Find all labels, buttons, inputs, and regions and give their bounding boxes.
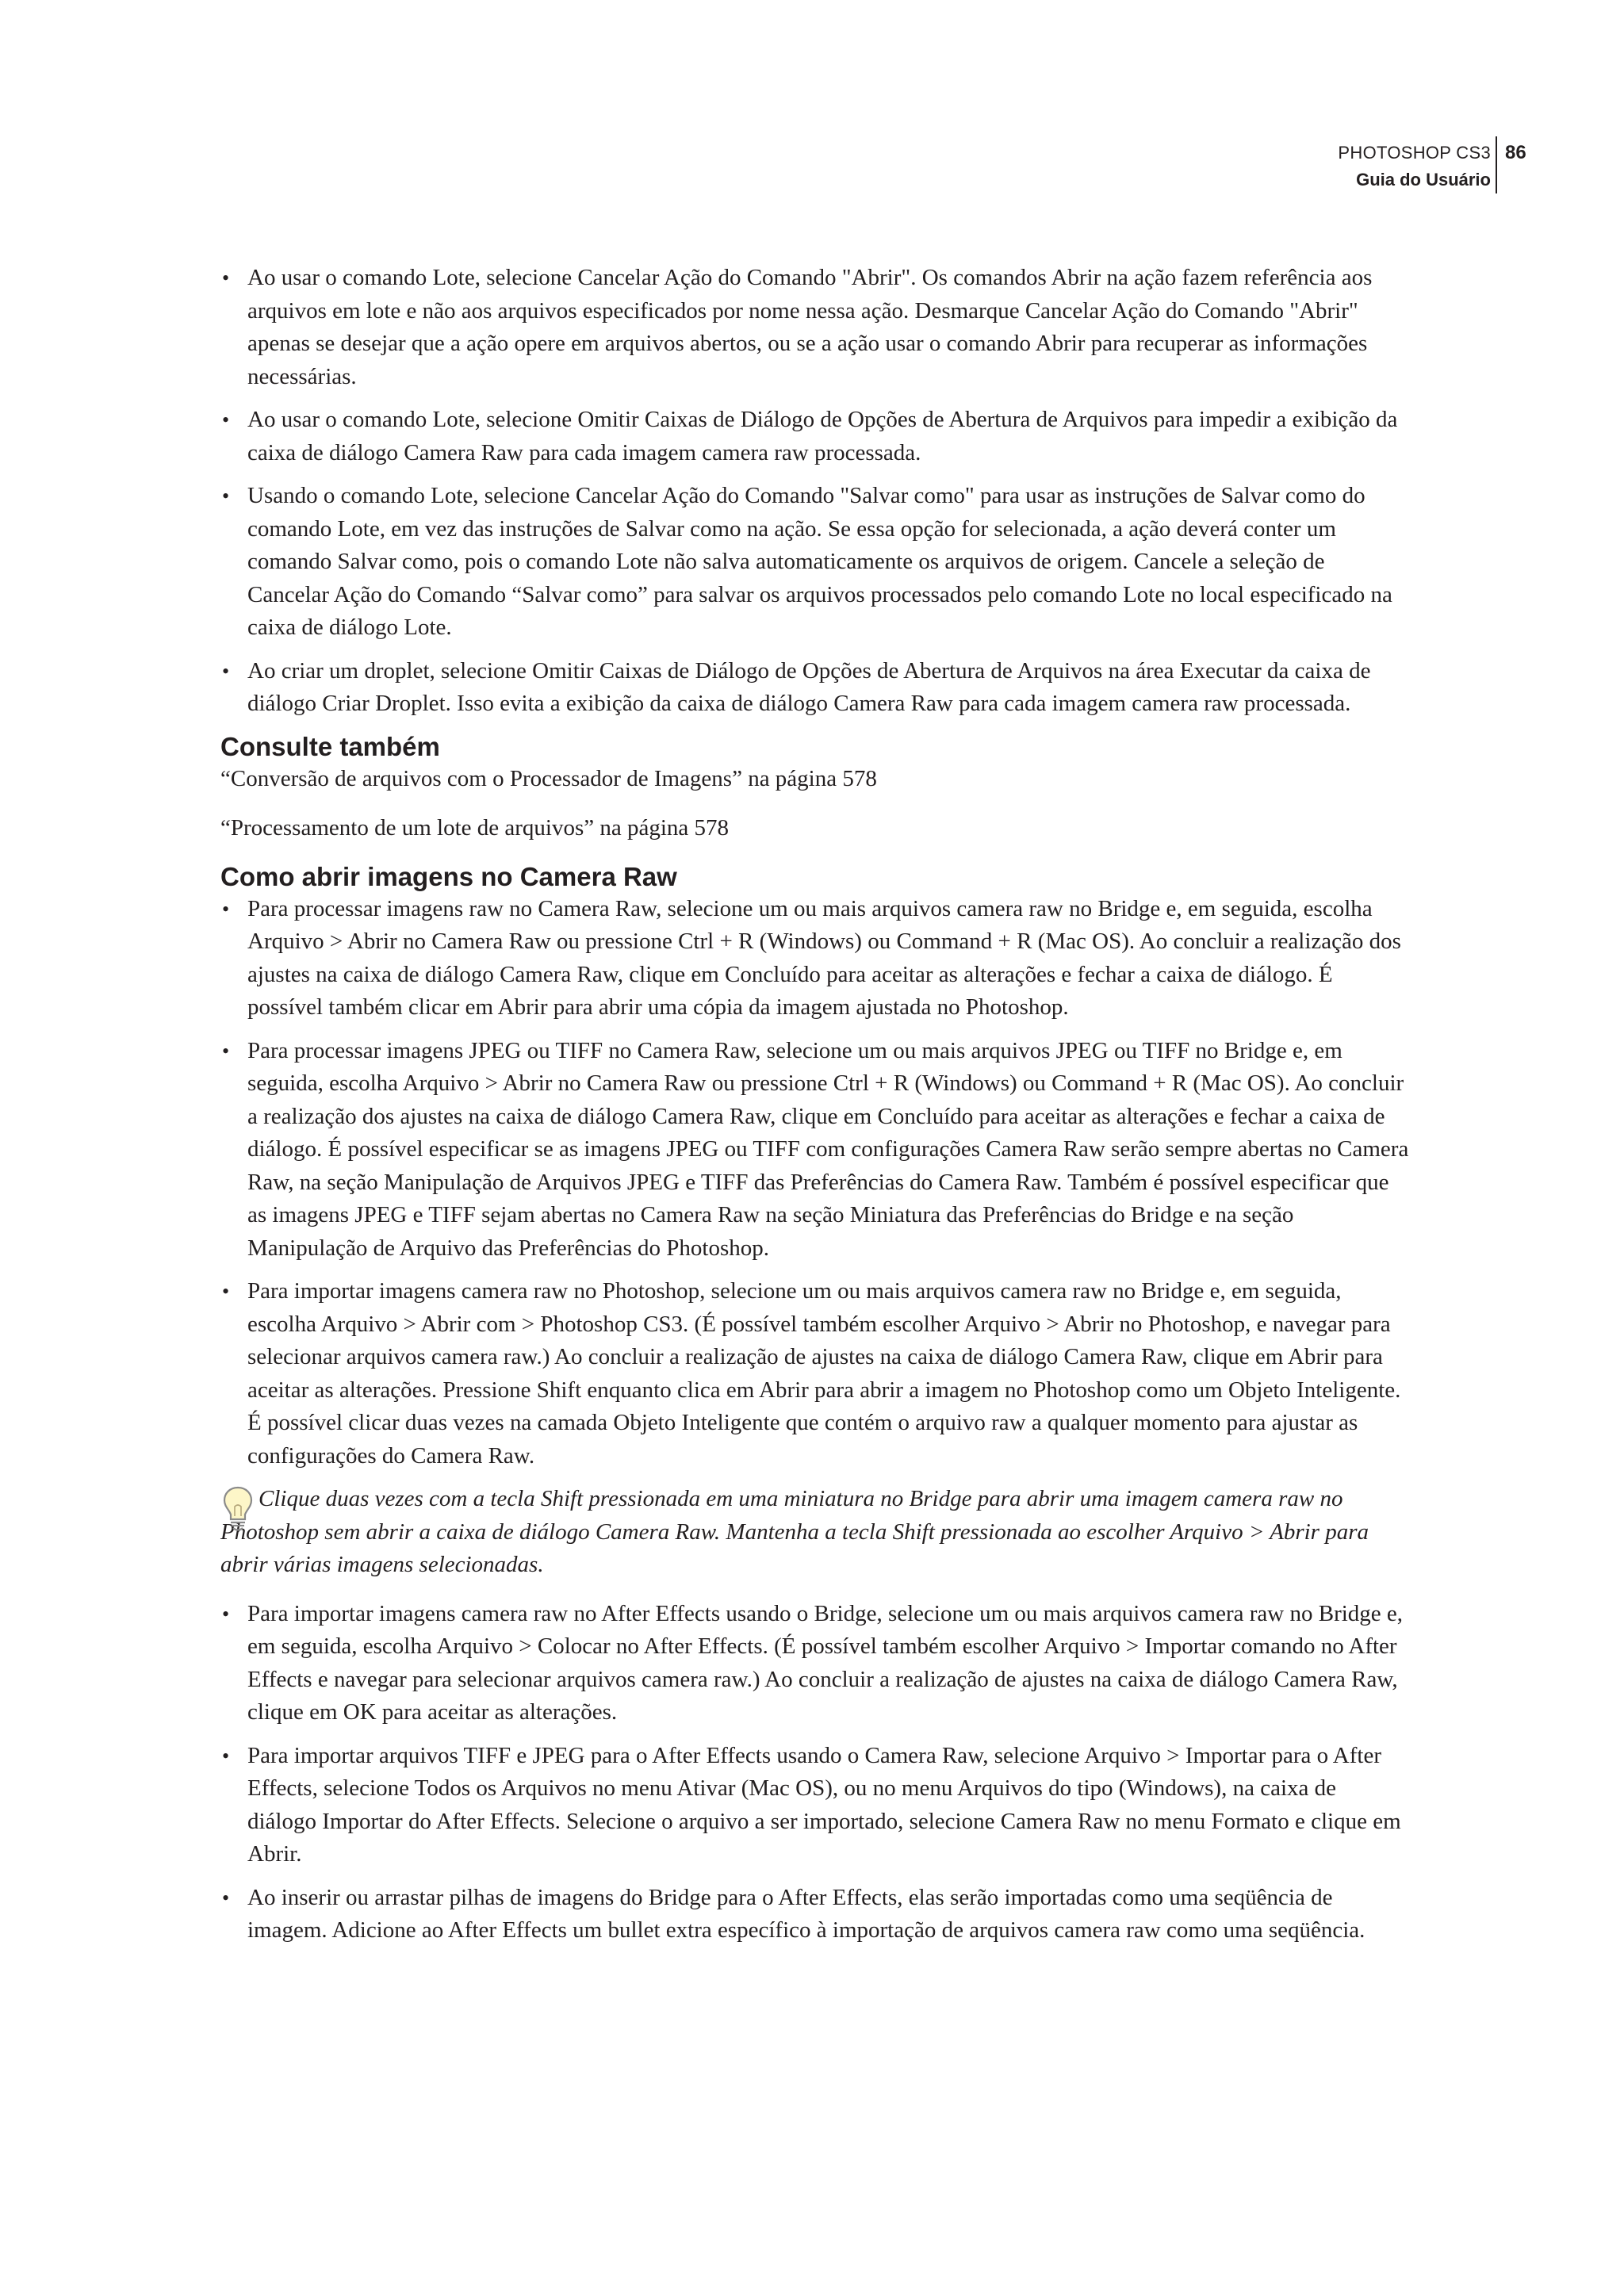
list-item-text: Ao inserir ou arrastar pilhas de imagens do Bridge para o After Effects, elas serão importadas como uma seqüência de imagem. Adicione ao After Effects um bullet extra específico à importação de arquivos camera raw como uma seqüência. bbox=[247, 1884, 1365, 1943]
list-item bbox=[220, 655, 1410, 721]
bullet-icon: • bbox=[222, 1280, 230, 1303]
bullet-icon: • bbox=[222, 1886, 230, 1909]
list-item-text: Ao usar o comando Lote, selecione Cancelar Ação do Comando "Abrir". Os comandos Abrir na ação fazem referência aos arquivos em lote e não aos arquivos especificados por nome nessa ação. Desmarque Cancelar Ação do Comando "Abrir" apenas se desejar que a ação opere em arquivos abertos, ou se a ação usar o comando Abrir para recuperar as informações necessárias. bbox=[247, 265, 1373, 389]
product-name: PHOTOSHOP CS3 bbox=[1338, 143, 1491, 163]
bullet-icon: • bbox=[222, 1744, 230, 1767]
see-also-heading: Consulte também bbox=[220, 731, 440, 761]
header-divider bbox=[1496, 136, 1497, 193]
see-also-link[interactable]: “Conversão de arquivos com o Processador de Imagens” na página 578 bbox=[220, 765, 877, 791]
list-item-text: Para importar arquivos TIFF e JPEG para o After Effects usando o Camera Raw, selecione Arquivo > Importar para o After Effects, selecione Todos os Arquivos no menu Ativar (Mac OS), ou no menu Arquivos do tipo (Windows), na caixa de diálogo Importar do After Effects. Selecione o arquivo a ser importado, selecione Camera Raw no menu Formato e clique em Abrir. bbox=[247, 1742, 1401, 1867]
bullet-icon: • bbox=[222, 1039, 230, 1063]
list-item-text: Para processar imagens raw no Camera Raw, selecione um ou mais arquivos camera raw no Bridge e, em seguida, escolha Arquivo > Abrir no Camera Raw ou pressione Ctrl + R (Windows) ou Command + R (Mac OS). Ao concluir a realização dos ajustes na caixa de diálogo Camera Raw, clique em Concluído para aceitar as alterações e fechar a caixa de diálogo. É possível também clicar em Abrir para abrir uma cópia da imagem ajustada no Photoshop. bbox=[247, 895, 1401, 1020]
section-heading: Como abrir imagens no Camera Raw bbox=[220, 861, 677, 891]
list-item bbox=[220, 1035, 1410, 1266]
running-header bbox=[1338, 140, 1491, 193]
bullet-icon: • bbox=[222, 266, 230, 289]
list-item bbox=[220, 480, 1410, 645]
list-item-text: Usando o comando Lote, selecione Cancelar Ação do Comando "Salvar como" para usar as instruções de Salvar como do comando Lote, em vez das instruções de Salvar como na ação. Se essa opção for selecionada, a ação deverá conter um comando Salvar como, pois o comando Lote não salva automaticamente os arquivos de origem. Cancele a seleção de Cancelar Ação do Comando “Salvar como” para salvar os arquivos processados pelo comando Lote no local especificado na caixa de diálogo Lote. bbox=[247, 483, 1392, 640]
after-effects-bullet-list bbox=[220, 1598, 1410, 1947]
bullet-icon: • bbox=[222, 659, 230, 683]
guide-title: Guia do Usuário bbox=[1356, 170, 1491, 190]
bullet-icon: • bbox=[222, 897, 230, 921]
list-item bbox=[220, 1275, 1410, 1473]
list-item bbox=[220, 1598, 1410, 1729]
bullet-icon: • bbox=[222, 1602, 230, 1626]
list-item-text: Para processar imagens JPEG ou TIFF no Camera Raw, selecione um ou mais arquivos JPEG ou TIFF no Bridge e, em seguida, escolha Arquivo > Abrir no Camera Raw ou pressione Ctrl + R (Windows) ou Command + R (Mac OS). Ao concluir a realização dos ajustes na caixa de diálogo Camera Raw, clique em Concluído para aceitar as alterações e fechar a caixa de diálogo. É possível especificar se as imagens JPEG ou TIFF com configurações Camera Raw serão sempre abertas no Camera Raw, na seção Manipulação de Arquivos JPEG e TIFF das Preferências do Camera Raw. Também é possível especificar que as imagens JPEG e TIFF sejam abertas no Camera Raw na seção Miniatura das Preferências do Bridge e na seção Manipulação de Arquivo das Preferências do Photoshop. bbox=[247, 1037, 1409, 1261]
page-body bbox=[220, 262, 1410, 1958]
bullet-icon: • bbox=[222, 484, 230, 507]
list-item-text: Ao criar um droplet, selecione Omitir Caixas de Diálogo de Opções de Abertura de Arquivos na área Executar da caixa de diálogo Criar Droplet. Isso evita a exibição da caixa de diálogo Camera Raw para cada imagem camera raw processada. bbox=[247, 657, 1371, 716]
list-item-text: Para importar imagens camera raw no After Effects usando o Bridge, selecione um ou mais arquivos camera raw no Bridge e, em seguida, escolha Arquivo > Colocar no After Effects. (É possível também escolher Arquivo > Importar comando no After Effects e navegar para selecionar arquivos camera raw.) Ao concluir a realização de ajustes na caixa de diálogo Camera Raw, clique em OK para aceitar as alterações. bbox=[247, 1600, 1404, 1725]
page-header bbox=[0, 136, 1624, 200]
list-item-text: Para importar imagens camera raw no Photoshop, selecione um ou mais arquivos camera raw no Bridge e, em seguida, escolha Arquivo > Abrir com > Photoshop CS3. (É possível também escolher Arquivo > Abrir no Photoshop, e navegar para selecionar arquivos camera raw.) Ao concluir a realização de ajustes na caixa de diálogo Camera Raw, clique em Abrir para aceitar as alterações. Pressione Shift enquanto clica em Abrir para abrir a imagem no Photoshop como um Objeto Inteligente. É possível clicar duas vezes na camada Objeto Inteligente que contém o arquivo raw a qualquer momento para ajustar as configurações do Camera Raw. bbox=[247, 1278, 1401, 1469]
list-item bbox=[220, 1740, 1410, 1871]
see-also-link[interactable]: “Processamento de um lote de arquivos” na página 578 bbox=[220, 814, 730, 841]
list-item bbox=[220, 262, 1410, 393]
list-item bbox=[220, 404, 1410, 469]
page-number: 86 bbox=[1505, 142, 1526, 163]
tip-text: Clique duas vezes com a tecla Shift pressionada em uma miniatura no Bridge para abrir uma imagem camera raw no Photoshop sem abrir a caixa de diálogo Camera Raw. Mantenha a tecla Shift pressionada ao escolher Arquivo > Abrir para abrir várias imagens selecionadas. bbox=[220, 1486, 1369, 1577]
list-item-text: Ao usar o comando Lote, selecione Omitir Caixas de Diálogo de Opções de Abertura de Arquivos para impedir a exibição da caixa de diálogo Camera Raw para cada imagem camera raw processada. bbox=[247, 407, 1398, 465]
bullet-icon: • bbox=[222, 408, 230, 431]
open-bullet-list bbox=[220, 893, 1410, 1473]
tip-note bbox=[220, 1483, 1410, 1582]
list-item bbox=[220, 1882, 1410, 1947]
list-item bbox=[220, 893, 1410, 1024]
intro-bullet-list bbox=[220, 262, 1410, 721]
lightbulb-icon bbox=[220, 1484, 255, 1534]
